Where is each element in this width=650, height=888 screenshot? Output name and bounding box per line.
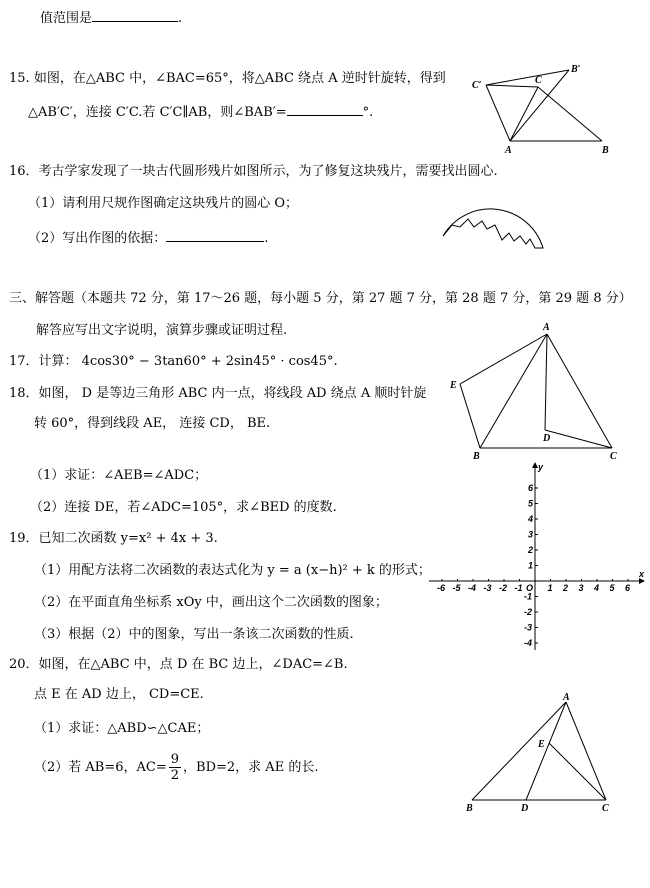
q18-label-e: E xyxy=(450,380,457,391)
q15-seg-cpa xyxy=(486,85,510,141)
q15-label-cprime: C′ xyxy=(472,80,482,91)
q20-line1 xyxy=(9,656,348,674)
q18-label-c: C xyxy=(610,451,617,462)
q18-seg-eb xyxy=(460,384,480,448)
q18-seg-ae xyxy=(460,334,547,384)
q19-line4: （3）根据（2）中的图象，写出一条该二次函数的性质. xyxy=(34,627,354,642)
q16-text-3b: . xyxy=(264,231,269,246)
y-tick-label: 1 xyxy=(528,560,534,571)
y-tick-label: 6 xyxy=(528,483,534,493)
q16-text-1: 考古学家发现了一块古代圆形残片如图所示，为了修复这块残片，需要找出圆心. xyxy=(38,164,498,179)
q14-prefix: 值范围是 xyxy=(40,11,93,26)
q20-figure xyxy=(462,690,622,815)
q15-seg-cpbp xyxy=(486,70,569,85)
y-tick-label: -3 xyxy=(524,622,533,633)
q15-text-2a: △AB′C′，连接 C′C.若 C′C∥AB，则∠BAB′= xyxy=(28,105,287,120)
q18-line4: （2）连接 DE，若∠ADC=105°，求∠BED 的度数. xyxy=(30,500,337,515)
q20-label-a: A xyxy=(563,692,570,703)
x-tick-label: -6 xyxy=(437,583,446,593)
q20-label-c: C xyxy=(602,803,609,814)
q20-label-b: B xyxy=(466,803,473,814)
q16-line1 xyxy=(9,163,498,181)
q16-fragment-figure xyxy=(438,190,553,255)
q20-text-4a: （2）若 AB=6，AC= xyxy=(34,760,167,775)
q15-line1 xyxy=(9,70,446,88)
q15-answer-blank[interactable] xyxy=(287,101,363,116)
q15-label-bprime: B′ xyxy=(571,64,581,75)
y-tick-label: -1 xyxy=(524,591,533,602)
q16-text-3a: （2）写出作图的依据： xyxy=(28,231,167,246)
q17-number: 17． xyxy=(9,354,39,369)
q14-tail xyxy=(40,7,182,28)
y-tick-label: -2 xyxy=(524,607,533,617)
q14-answer-blank[interactable] xyxy=(92,7,178,22)
q15-line2 xyxy=(28,101,373,122)
q20-text-4b: ，BD=2，求 AE 的长. xyxy=(183,760,319,775)
q15-text-1: 如图，在△ABC 中，∠BAC=65°，将△ABC 绕点 A 逆时针旋转，得到 xyxy=(33,71,446,86)
q15-seg-cpc xyxy=(486,85,538,87)
y-tick-label: 4 xyxy=(528,514,534,524)
q18-line3: （1）求证：∠AEB=∠ADC； xyxy=(30,468,208,483)
x-tick-label: 3 xyxy=(578,583,584,593)
q15-text-2b: °. xyxy=(362,105,374,120)
q19-line3: （2）在平面直角坐标系 xOy 中，画出这个二次函数的图象； xyxy=(34,595,388,610)
q19-number: 19． xyxy=(9,531,39,546)
fragment-outline xyxy=(443,209,543,248)
x-tick-label: 4 xyxy=(594,583,600,593)
q19-text-1: 已知二次函数 y=x² + 4x + 3. xyxy=(38,531,218,546)
q16-line2: （1）请利用尺规作图确定这块残片的圆心 O； xyxy=(28,196,299,211)
q17-text: 计算： 4cos30° − 3tan60° + 2sin45° · cos45°. xyxy=(38,354,338,369)
q19-coordinate-axes xyxy=(425,458,647,654)
q18-seg-dc xyxy=(545,430,612,448)
x-tick-label: 6 xyxy=(625,583,631,593)
q20-number: 20． xyxy=(9,657,39,672)
q20-seg-ab xyxy=(472,702,566,800)
q20-label-d: D xyxy=(521,803,529,814)
q20-seg-ac xyxy=(566,702,606,800)
q16-line3 xyxy=(28,227,268,248)
x-tick-label: 5 xyxy=(609,583,615,593)
x-axis-label: x xyxy=(639,569,645,579)
q18-text-1: 如图， D 是等边三角形 ABC 内一点，将线段 AD 绕点 A 顺时针旋 xyxy=(38,386,427,401)
section3-note: 解答应写出文字说明，演算步骤或证明过程. xyxy=(36,323,288,338)
x-tick-label: 1 xyxy=(547,583,553,593)
q20-label-e: E xyxy=(538,739,545,750)
q20-text-1: 如图，在△ABC 中，点 D 在 BC 边上，∠DAC=∠B. xyxy=(38,657,348,672)
q15-seg-ac xyxy=(510,87,538,141)
q16-answer-blank[interactable] xyxy=(166,227,264,242)
q20-line2: 点 E 在 AD 边上， CD=CE. xyxy=(34,687,204,702)
x-tick-label: 2 xyxy=(563,583,569,593)
q18-label-b: B xyxy=(473,451,480,462)
q18-line1 xyxy=(9,385,426,403)
x-tick-label: -2 xyxy=(499,583,508,593)
q20-frac-den: 2 xyxy=(170,768,180,783)
origin-label: O xyxy=(526,583,534,593)
q17-line xyxy=(9,353,338,371)
q15-seg-cb xyxy=(538,87,602,141)
section3-heading: 三、解答题（本题共 72 分，第 17～26 题，每小题 5 分，第 27 题 7 分，第 28 题 7 分，第 29 题 8 分） xyxy=(9,291,632,306)
x-tick-label: -4 xyxy=(468,583,477,593)
q20-line4 xyxy=(34,751,318,785)
q18-seg-ac xyxy=(547,334,612,448)
q18-seg-ad xyxy=(545,334,547,430)
q18-seg-ab xyxy=(480,334,547,448)
q20-fraction xyxy=(169,752,181,783)
q15-number: 15. xyxy=(9,71,30,86)
q18-line2: 转 60°，得到线段 AE， 连接 CD， BE. xyxy=(34,416,271,431)
q18-figure xyxy=(445,318,625,464)
q15-label-a: A xyxy=(505,145,512,156)
x-tick-label: -3 xyxy=(483,583,492,593)
x-tick-label: -5 xyxy=(452,583,461,593)
y-axis-label: y xyxy=(538,462,544,472)
q19-line2: （1）用配方法将二次函数的表达式化为 y = a (x−h)² + k 的形式； xyxy=(34,563,431,578)
y-tick-label: 5 xyxy=(528,498,534,509)
x-tick-label: -1 xyxy=(514,583,523,593)
q15-figure xyxy=(465,58,625,158)
q18-label-d: D xyxy=(543,433,551,444)
q19-line1 xyxy=(9,530,218,548)
q20-seg-ec xyxy=(549,743,606,800)
q20-seg-ad xyxy=(526,702,566,800)
q16-number: 16． xyxy=(9,164,39,179)
y-tick-label: 3 xyxy=(528,529,534,540)
q20-line3: （1）求证：△ABD∽△CAE； xyxy=(34,721,210,736)
q15-label-b: B xyxy=(602,145,609,156)
y-tick-label: -4 xyxy=(524,638,533,648)
q18-number: 18． xyxy=(9,386,39,401)
q20-frac-num: 9 xyxy=(170,752,180,767)
q18-label-a: A xyxy=(543,322,550,333)
q15-label-c: C xyxy=(535,75,542,86)
q14-suffix: . xyxy=(178,11,183,26)
y-tick-label: 2 xyxy=(528,545,534,555)
